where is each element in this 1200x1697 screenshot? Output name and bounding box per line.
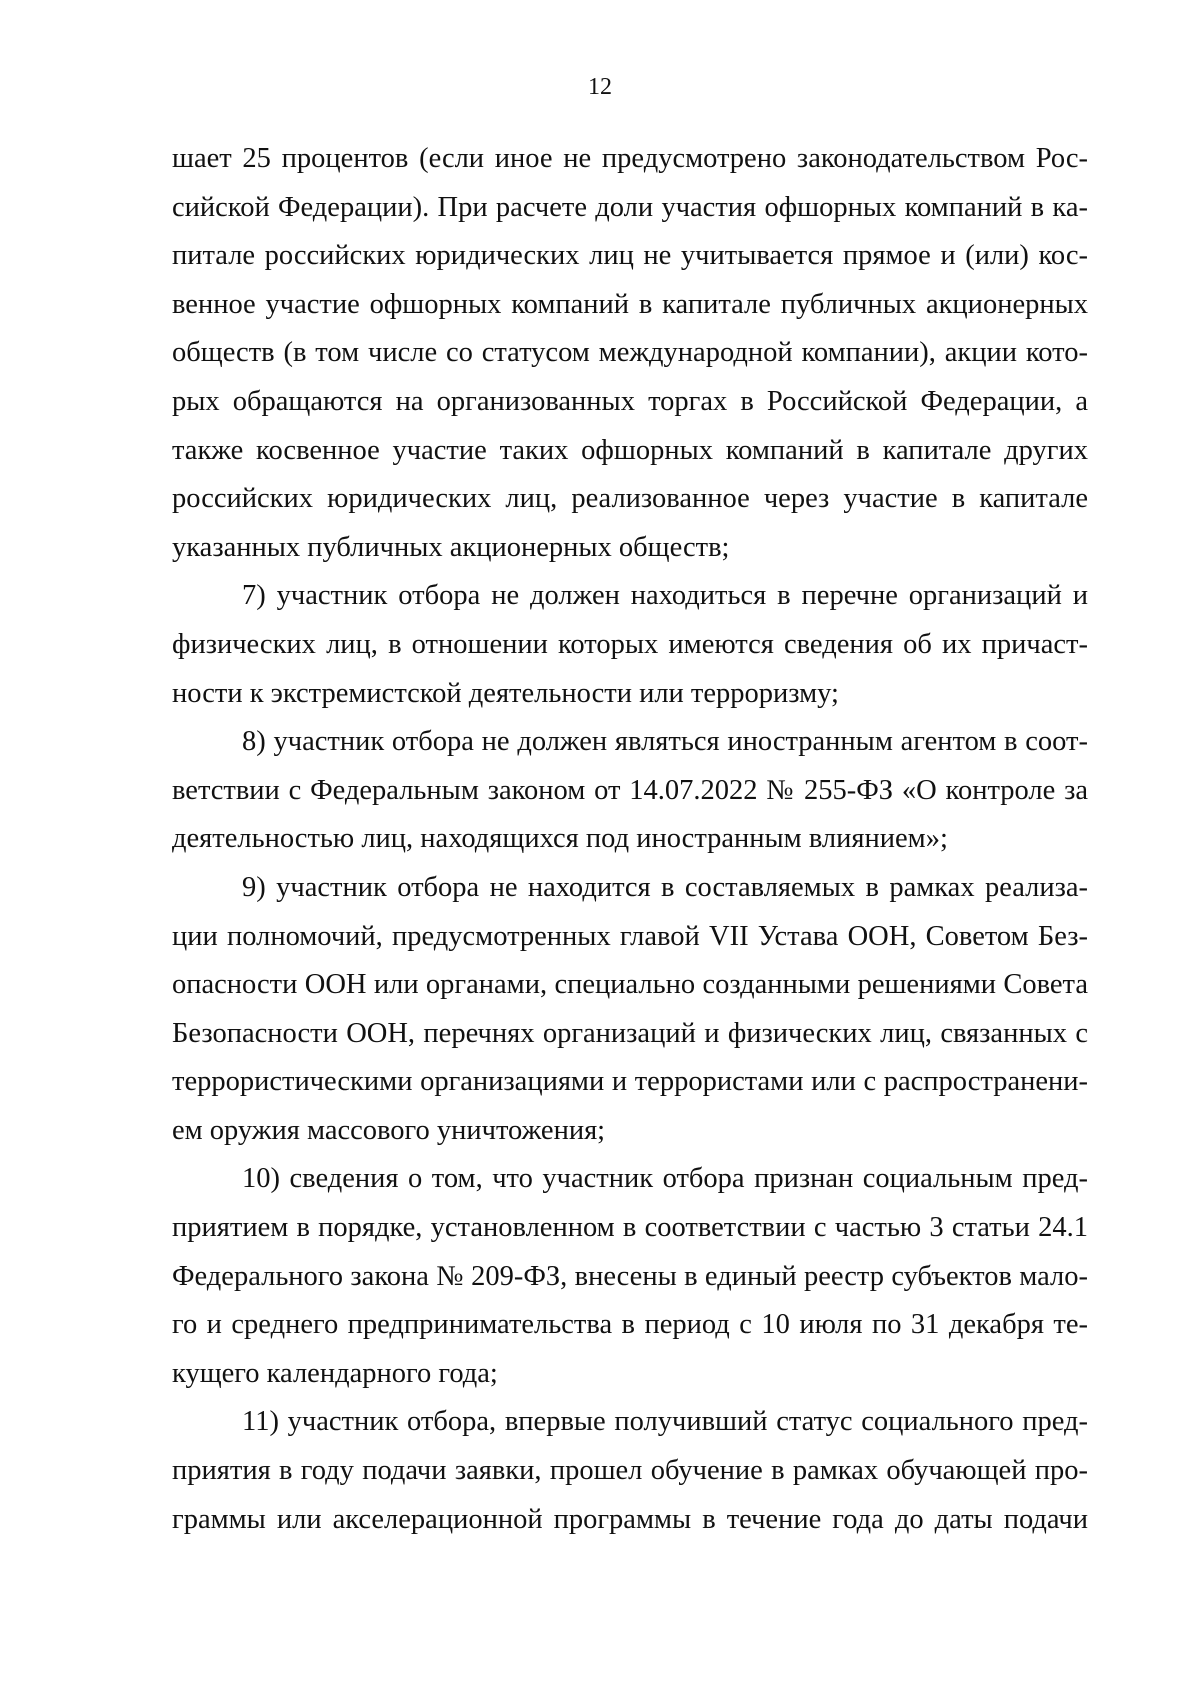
text-line: ции полномочий, предусмотренных главой VII Устава ООН, Советом Без-: [172, 920, 1088, 952]
text-line: ветствии с Федеральным законом от 14.07.2022 № 255-ФЗ «О контроле за: [172, 774, 1088, 806]
paragraph-item-7: [172, 572, 1088, 718]
text-line: шает 25 процентов (если иное не предусмотрено законодательством Рос-: [172, 143, 1088, 174]
text-line: венное участие офшорных компаний в капитале публичных акционерных: [172, 288, 1088, 320]
text-line: ности к экстремистской деятельности или терроризму;: [172, 677, 839, 709]
paragraph-item-10: [172, 1155, 1088, 1398]
text-line: Безопасности ООН, перечнях организаций и физических лиц, связанных с: [172, 1017, 1088, 1049]
text-line: 9) участник отбора не находится в составляемых в рамках реализа-: [242, 871, 1088, 903]
text-line: опасности ООН или органами, специально созданными решениями Совета: [172, 969, 1088, 1001]
text-line: рых обращаются на организованных торгах в Российской Федерации, а: [172, 385, 1088, 417]
text-line: террористическими организациями и террористами или с распространени-: [172, 1066, 1088, 1098]
text-line: указанных публичных акционерных обществ;: [172, 531, 730, 563]
text-line: приятием в порядке, установленном в соответствии с частью 3 статьи 24.1: [172, 1212, 1088, 1244]
paragraph-continuation: [172, 135, 1088, 572]
text-line: 7) участник отбора не должен находиться в перечне организаций и: [242, 580, 1088, 612]
text-line: ем оружия массового уничтожения;: [172, 1114, 606, 1146]
text-line: го и среднего предпринимательства в период с 10 июля по 31 декабря те-: [172, 1309, 1088, 1341]
text-line: 11) участник отбора, впервые получивший статус социального пред-: [242, 1406, 1088, 1438]
document-body: [172, 135, 1088, 1544]
paragraph-item-11: [172, 1398, 1088, 1544]
text-line: кущего календарного года;: [172, 1357, 498, 1389]
text-line: обществ (в том числе со статусом международной компании), акции кото-: [172, 337, 1088, 369]
text-line: сийской Федерации). При расчете доли участия офшорных компаний в ка-: [172, 191, 1088, 223]
text-line: деятельностью лиц, находящихся под иностранным влиянием»;: [172, 823, 948, 855]
text-line: 10) сведения о том, что участник отбора признан социальным пред-: [242, 1163, 1088, 1195]
text-line: граммы или акселерационной программы в течение года до даты подачи: [172, 1503, 1088, 1535]
page-number: 12: [588, 74, 612, 100]
text-line: российских юридических лиц, реализованное через участие в капитале: [172, 483, 1088, 515]
text-line: 8) участник отбора не должен являться иностранным агентом в соот-: [242, 726, 1088, 758]
text-line: также косвенное участие таких офшорных компаний в капитале других: [172, 434, 1088, 466]
text-line: Федерального закона № 209-ФЗ, внесены в единый реестр субъектов мало-: [172, 1260, 1088, 1292]
text-line: приятия в году подачи заявки, прошел обучение в рамках обучающей про-: [172, 1455, 1088, 1487]
text-line: питале российских юридических лиц не учитывается прямое и (или) кос-: [172, 240, 1088, 272]
paragraph-item-8: [172, 718, 1088, 864]
text-line: физических лиц, в отношении которых имеются сведения об их причаст-: [172, 628, 1088, 660]
paragraph-item-9: [172, 864, 1088, 1156]
